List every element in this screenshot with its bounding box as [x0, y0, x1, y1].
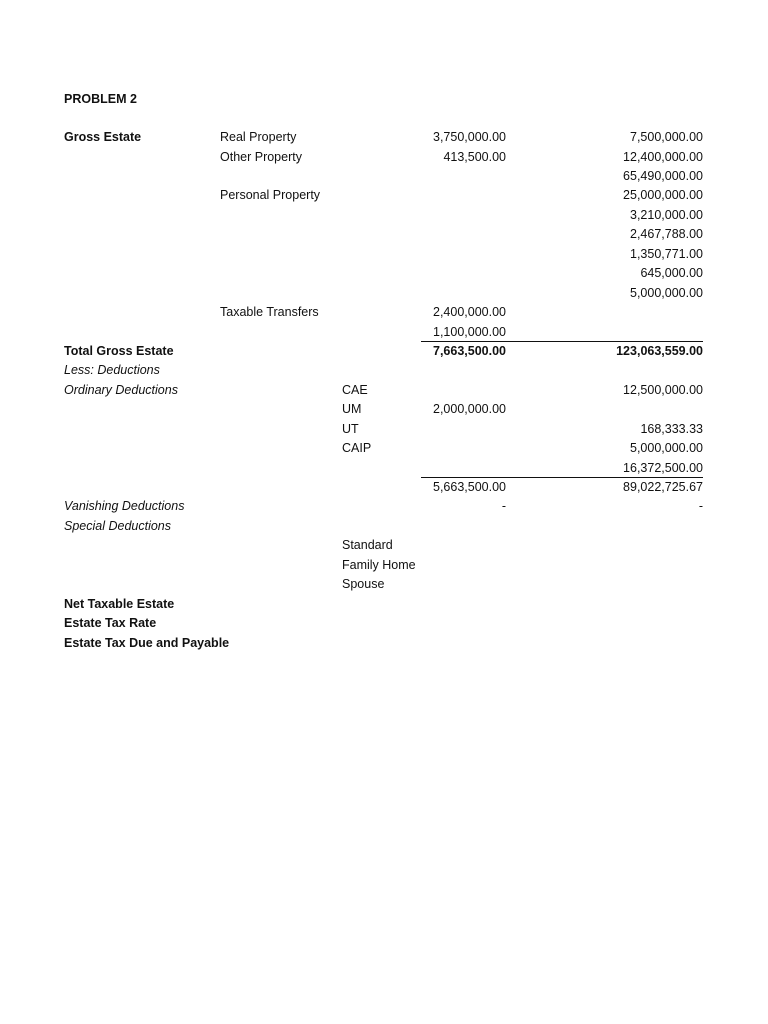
ordinary-extra-col5: 16,372,500.00 — [623, 461, 703, 475]
personal-property-label: Personal Property — [220, 188, 321, 202]
taxable-transfers-col4-2: 1,100,000.00 — [433, 325, 506, 339]
total-gross-estate-label: Total Gross Estate — [64, 344, 174, 358]
spouse-label: Spouse — [342, 577, 385, 591]
vanishing-deductions-label: Vanishing Deductions — [64, 499, 185, 513]
estate-tax-rate-label: Estate Tax Rate — [64, 616, 157, 630]
personal-property-col5-1: 25,000,000.00 — [623, 188, 703, 202]
less-deductions-label: Less: Deductions — [64, 363, 160, 377]
real-property-label: Real Property — [220, 130, 297, 144]
total-gross-estate-col4: 7,663,500.00 — [433, 344, 506, 358]
special-deductions-label: Special Deductions — [64, 519, 172, 533]
other-property-col5-1: 12,400,000.00 — [623, 150, 703, 164]
net-taxable-estate-label: Net Taxable Estate — [64, 597, 175, 611]
vanishing-col4: - — [501, 499, 506, 513]
other-property-col5-2: 65,490,000.00 — [623, 169, 703, 183]
subtotal-col4: 5,663,500.00 — [433, 480, 506, 494]
ut-col5: 168,333.33 — [640, 422, 703, 436]
gross-estate-label: Gross Estate — [64, 130, 142, 144]
family-home-label: Family Home — [342, 558, 416, 572]
page-title: PROBLEM 2 — [64, 92, 137, 106]
um-col4: 2,000,000.00 — [433, 402, 506, 416]
total-gross-estate-col5: 123,063,559.00 — [616, 344, 703, 358]
personal-property-col5-6: 5,000,000.00 — [630, 286, 703, 300]
subtotal-divider — [421, 477, 703, 478]
um-label: UM — [342, 402, 362, 416]
personal-property-col5-5: 645,000.00 — [640, 266, 703, 280]
subtotal-col5: 89,022,725.67 — [623, 480, 703, 494]
personal-property-col5-2: 3,210,000.00 — [630, 208, 703, 222]
taxable-transfers-col4-1: 2,400,000.00 — [433, 305, 506, 319]
standard-label: Standard — [342, 538, 393, 552]
ut-label: UT — [342, 422, 359, 436]
other-property-label: Other Property — [220, 150, 302, 164]
caip-col5: 5,000,000.00 — [630, 441, 703, 455]
real-property-col5: 7,500,000.00 — [630, 130, 703, 144]
real-property-col4: 3,750,000.00 — [433, 130, 506, 144]
personal-property-col5-3: 2,467,788.00 — [630, 227, 703, 241]
cae-label: CAE — [342, 383, 368, 397]
other-property-col4: 413,500.00 — [443, 150, 506, 164]
cae-col5: 12,500,000.00 — [623, 383, 703, 397]
vanishing-col5: - — [698, 499, 703, 513]
estate-tax-due-label: Estate Tax Due and Payable — [64, 636, 230, 650]
ordinary-deductions-label: Ordinary Deductions — [64, 383, 178, 397]
taxable-transfers-label: Taxable Transfers — [220, 305, 319, 319]
total-divider — [421, 341, 703, 342]
caip-label: CAIP — [342, 441, 372, 455]
personal-property-col5-4: 1,350,771.00 — [630, 247, 703, 261]
